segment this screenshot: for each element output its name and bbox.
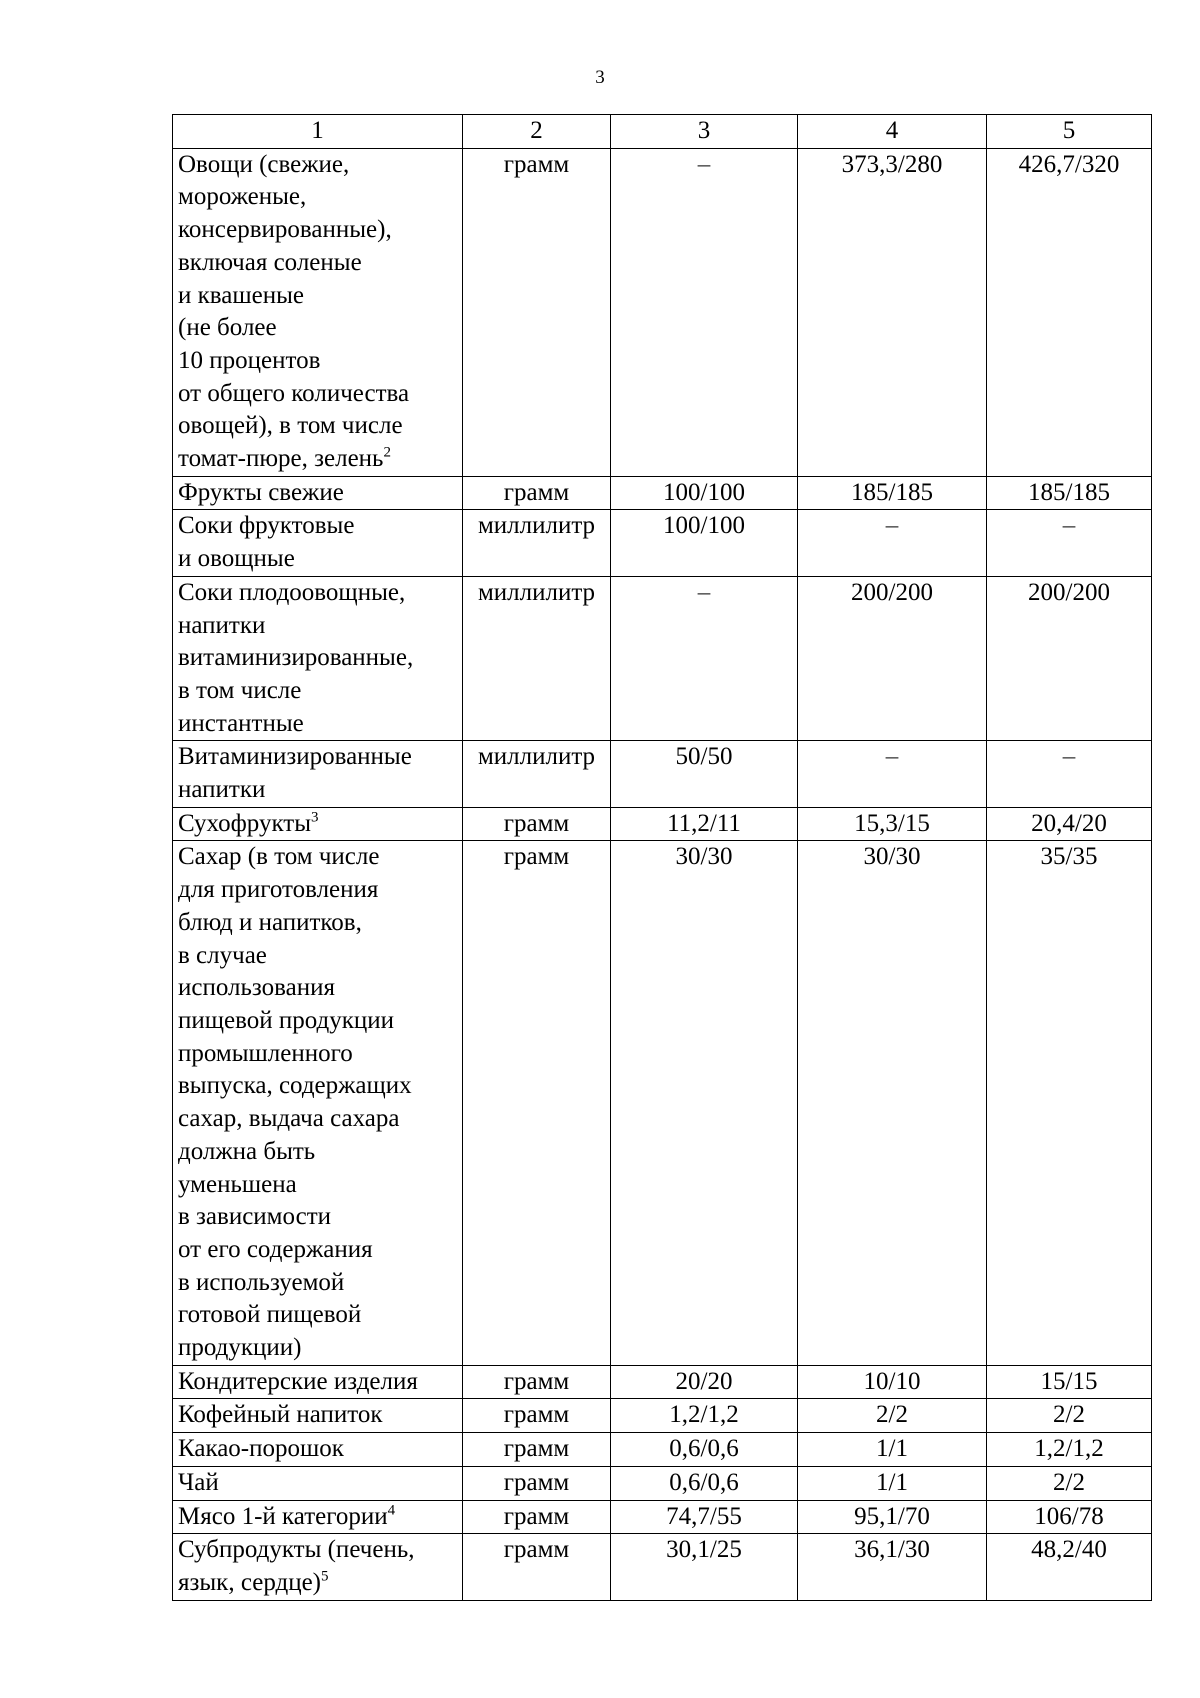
unit-cell: грамм <box>463 148 611 476</box>
value-cell-col4: 185/185 <box>798 476 987 510</box>
value-cell-col4: 373,3/280 <box>798 148 987 476</box>
product-name-text: сахар, выдача сахара <box>178 1105 400 1133</box>
product-name-line <box>178 774 457 807</box>
table-row <box>173 1365 1152 1399</box>
product-name-cell <box>173 1365 463 1399</box>
product-name-text: использования <box>178 974 335 1002</box>
product-name-line <box>178 1501 457 1534</box>
product-name-line <box>178 610 457 643</box>
value-cell-col4: 10/10 <box>798 1365 987 1399</box>
product-name-line <box>178 841 457 874</box>
value-cell-col5: 20,4/20 <box>987 807 1152 841</box>
value-cell-col5: 106/78 <box>987 1500 1152 1534</box>
product-name-line <box>178 1299 457 1332</box>
product-name-text: и овощные <box>178 545 295 573</box>
product-name-text: Сахар (в том числе <box>178 843 380 871</box>
product-name-text: должна быть <box>178 1137 316 1165</box>
product-name-line <box>178 181 457 214</box>
product-name-text: от общего количества <box>178 379 410 407</box>
product-name-text: и квашеные <box>178 281 304 309</box>
product-name-line <box>178 1267 457 1300</box>
food-norms-table <box>172 114 1152 1601</box>
product-name-cell <box>173 841 463 1365</box>
product-name-text: Субпродукты (печень, <box>178 1536 415 1564</box>
product-name-line <box>178 1234 457 1267</box>
product-name-line <box>178 741 457 774</box>
table-row <box>173 148 1152 476</box>
table-row <box>173 576 1152 741</box>
footnote-marker: 2 <box>383 444 391 461</box>
product-name-cell <box>173 476 463 510</box>
product-name-cell <box>173 1500 463 1534</box>
table-row <box>173 1399 1152 1433</box>
product-name-line <box>178 477 457 510</box>
product-name-cell <box>173 741 463 807</box>
footnote-marker: 4 <box>387 1502 396 1519</box>
product-name-line <box>178 443 457 476</box>
product-name-text: Какао-порошок <box>178 1435 344 1463</box>
product-name-line <box>178 708 457 741</box>
product-name-line <box>178 1005 457 1038</box>
product-name-cell <box>173 1399 463 1433</box>
unit-cell: грамм <box>463 1433 611 1467</box>
value-cell-col4: 1/1 <box>798 1466 987 1500</box>
product-name-text: в зависимости <box>178 1203 332 1231</box>
product-name-line <box>178 312 457 345</box>
product-name-line <box>178 1103 457 1136</box>
product-name-text: 10 процентов <box>178 346 321 374</box>
product-name-text: включая соленые <box>178 248 362 276</box>
value-cell-col5: 2/2 <box>987 1466 1152 1500</box>
table-row <box>173 841 1152 1365</box>
product-name-text: Кофейный напиток <box>178 1401 383 1429</box>
product-name-text: готовой пищевой <box>178 1301 362 1329</box>
value-cell-col5: 15/15 <box>987 1365 1152 1399</box>
unit-cell: грамм <box>463 1399 611 1433</box>
product-name-text: продукции) <box>178 1334 302 1362</box>
product-name-line <box>178 1169 457 1202</box>
product-name-text: в случае <box>178 941 267 969</box>
column-header-5: 5 <box>987 115 1152 149</box>
value-cell-col3: 0,6/0,6 <box>611 1466 798 1500</box>
value-cell-col4: 95,1/70 <box>798 1500 987 1534</box>
product-name-text: томат-пюре, зелень <box>178 445 384 473</box>
value-cell-col4: 1/1 <box>798 1433 987 1467</box>
product-name-text: Соки фруктовые <box>178 512 355 540</box>
table-row <box>173 1500 1152 1534</box>
value-cell-col4: – <box>798 741 987 807</box>
table-row <box>173 741 1152 807</box>
value-cell-col3: 100/100 <box>611 510 798 576</box>
product-name-line <box>178 543 457 576</box>
product-name-line <box>178 675 457 708</box>
product-name-text: Овощи (свежие, <box>178 150 350 178</box>
value-cell-col4: 15,3/15 <box>798 807 987 841</box>
value-cell-col4: – <box>798 510 987 576</box>
value-cell-col5: 200/200 <box>987 576 1152 741</box>
product-name-line <box>178 577 457 610</box>
product-name-line <box>178 1070 457 1103</box>
product-name-text: консервированные), <box>178 216 392 244</box>
value-cell-col3: 74,7/55 <box>611 1500 798 1534</box>
value-cell-col3: 30/30 <box>611 841 798 1365</box>
unit-cell: грамм <box>463 1534 611 1600</box>
value-cell-col4: 2/2 <box>798 1399 987 1433</box>
product-name-line <box>178 410 457 443</box>
table-row <box>173 1534 1152 1600</box>
product-name-text: инстантные <box>178 709 304 737</box>
value-cell-col4: 200/200 <box>798 576 987 741</box>
value-cell-col3: – <box>611 148 798 476</box>
unit-cell: грамм <box>463 807 611 841</box>
product-name-text: Чай <box>178 1468 219 1496</box>
product-name-text: (не более <box>178 314 277 342</box>
column-header-2: 2 <box>463 115 611 149</box>
product-name-line <box>178 378 457 411</box>
value-cell-col4: 30/30 <box>798 841 987 1365</box>
product-name-text: пищевой продукции <box>178 1006 395 1034</box>
value-cell-col5: 35/35 <box>987 841 1152 1365</box>
product-name-line <box>178 1567 457 1600</box>
value-cell-col5: 48,2/40 <box>987 1534 1152 1600</box>
product-name-text: напитки <box>178 611 266 639</box>
unit-cell: грамм <box>463 1365 611 1399</box>
product-name-line <box>178 149 457 182</box>
unit-cell: грамм <box>463 476 611 510</box>
product-name-text: от его содержания <box>178 1235 373 1263</box>
table-row <box>173 476 1152 510</box>
value-cell-col3: 11,2/11 <box>611 807 798 841</box>
product-name-text: мороженые, <box>178 183 307 211</box>
page-number: 3 <box>595 67 605 88</box>
product-name-cell <box>173 1433 463 1467</box>
table-row <box>173 510 1152 576</box>
value-cell-col5: 426,7/320 <box>987 148 1152 476</box>
product-name-text: в используемой <box>178 1268 345 1296</box>
product-name-text: для приготовления <box>178 876 379 904</box>
unit-cell: миллилитр <box>463 510 611 576</box>
product-name-text: уменьшена <box>178 1170 297 1198</box>
product-name-line <box>178 1038 457 1071</box>
product-name-line <box>178 1534 457 1567</box>
value-cell-col3: 20/20 <box>611 1365 798 1399</box>
value-cell-col3: 100/100 <box>611 476 798 510</box>
value-cell-col5: 1,2/1,2 <box>987 1433 1152 1467</box>
table-body <box>173 115 1152 1601</box>
value-cell-col3: – <box>611 576 798 741</box>
value-cell-col5: 2/2 <box>987 1399 1152 1433</box>
product-name-line <box>178 247 457 280</box>
product-name-line <box>178 874 457 907</box>
value-cell-col3: 50/50 <box>611 741 798 807</box>
product-name-line <box>178 214 457 247</box>
product-name-text: напитки <box>178 776 266 804</box>
unit-cell: грамм <box>463 1500 611 1534</box>
value-cell-col4: 36,1/30 <box>798 1534 987 1600</box>
product-name-text: промышленного <box>178 1039 353 1067</box>
table-row <box>173 1433 1152 1467</box>
product-name-line <box>178 1433 457 1466</box>
product-name-line <box>178 345 457 378</box>
table-header-row <box>173 115 1152 149</box>
product-name-line <box>178 972 457 1005</box>
value-cell-col3: 30,1/25 <box>611 1534 798 1600</box>
product-name-line <box>178 808 457 841</box>
table-row <box>173 807 1152 841</box>
value-cell-col3: 0,6/0,6 <box>611 1433 798 1467</box>
product-name-text: Сухофрукты <box>178 809 312 837</box>
product-name-text: выпуска, содержащих <box>178 1072 412 1100</box>
product-name-line <box>178 642 457 675</box>
product-name-line <box>178 280 457 313</box>
product-name-cell <box>173 1466 463 1500</box>
product-name-text: Фрукты свежие <box>178 478 344 506</box>
product-name-cell <box>173 807 463 841</box>
product-name-line <box>178 940 457 973</box>
product-name-text: Соки плодоовощные, <box>178 578 406 606</box>
product-name-text: блюд и напитков, <box>178 908 362 936</box>
product-name-line <box>178 1366 457 1399</box>
product-name-text: витаминизированные, <box>178 644 414 672</box>
product-name-line <box>178 1467 457 1500</box>
product-name-cell <box>173 510 463 576</box>
product-name-text: овощей), в том числе <box>178 412 403 440</box>
product-name-line <box>178 1332 457 1365</box>
product-name-line <box>178 1136 457 1169</box>
product-name-line <box>178 1201 457 1234</box>
product-name-text: Мясо 1-й категории <box>178 1502 388 1530</box>
unit-cell: миллилитр <box>463 741 611 807</box>
column-header-3: 3 <box>611 115 798 149</box>
product-name-line <box>178 907 457 940</box>
product-name-text: Витаминизированные <box>178 743 412 771</box>
unit-cell: грамм <box>463 841 611 1365</box>
footnote-marker: 3 <box>311 809 319 826</box>
product-name-line <box>178 510 457 543</box>
product-name-text: язык, сердце) <box>178 1568 322 1596</box>
value-cell-col5: – <box>987 510 1152 576</box>
unit-cell: грамм <box>463 1466 611 1500</box>
unit-cell: миллилитр <box>463 576 611 741</box>
product-name-line <box>178 1399 457 1432</box>
product-name-cell <box>173 1534 463 1600</box>
product-name-text: Кондитерские изделия <box>178 1367 418 1395</box>
product-name-cell <box>173 148 463 476</box>
product-name-text: в том числе <box>178 676 302 704</box>
column-header-1: 1 <box>173 115 463 149</box>
value-cell-col3: 1,2/1,2 <box>611 1399 798 1433</box>
value-cell-col5: – <box>987 741 1152 807</box>
product-name-cell <box>173 576 463 741</box>
column-header-4: 4 <box>798 115 987 149</box>
value-cell-col5: 185/185 <box>987 476 1152 510</box>
table-row <box>173 1466 1152 1500</box>
footnote-marker: 5 <box>321 1568 329 1585</box>
